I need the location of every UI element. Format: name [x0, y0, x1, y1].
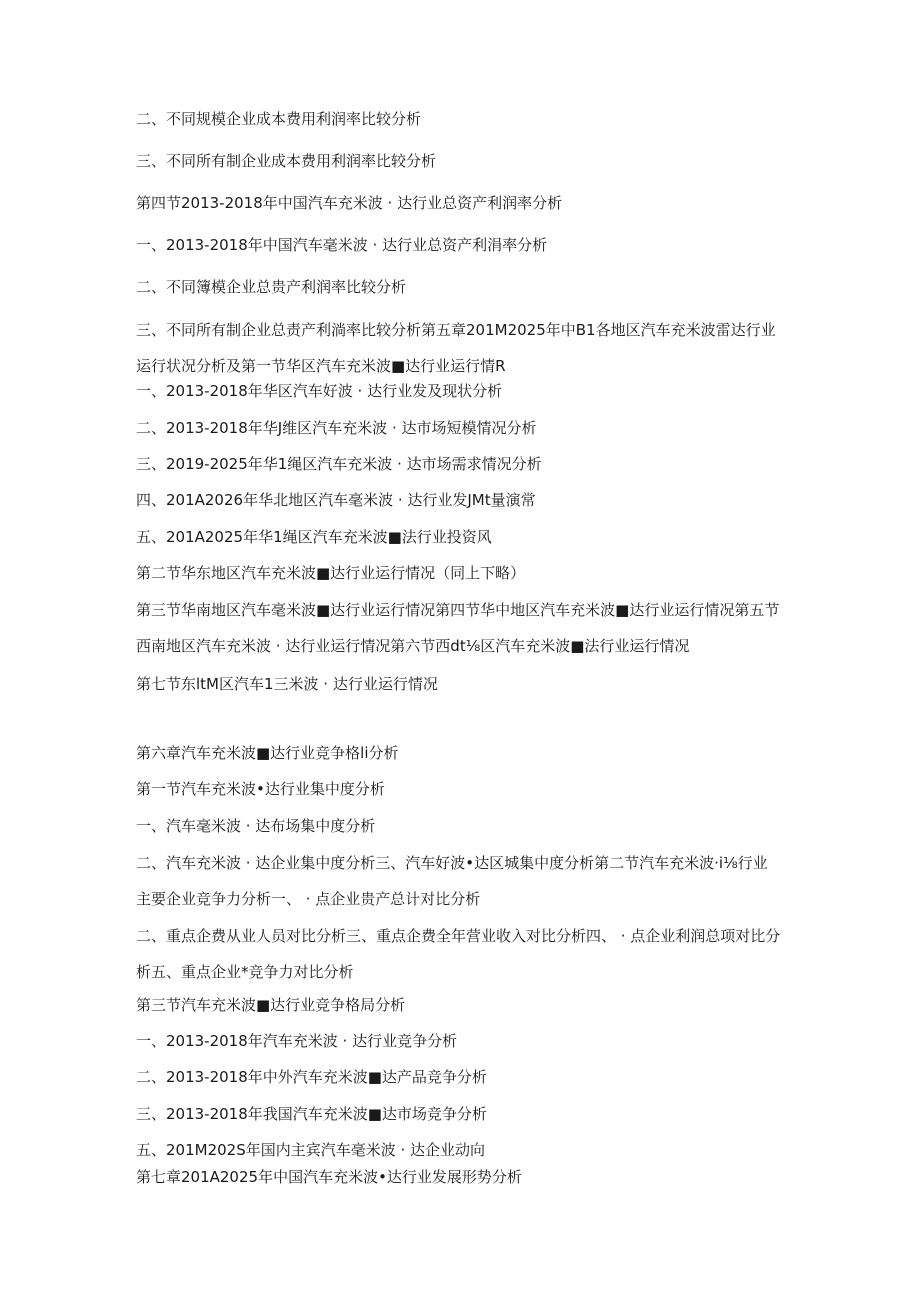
toc-line: 三、2013-2018年我国汽车充米波■达市场竞争分析	[136, 1105, 487, 1123]
toc-line: 二、不同规模企业成本费用利润率比较分析	[136, 110, 422, 128]
toc-line: 二、不同簿模企业总贵产利润率比较分析	[136, 278, 407, 296]
toc-paragraph: 第三节华南地区汽车毫米波■达行业运行情况第四节华中地区汽车充米波■达行业运行情况第五节西南地区汽车充米波 · 达行业运行情况第六节西dt⅛区汽车充米波■法行业运行情况	[136, 601, 780, 655]
toc-section-heading: 第三节汽车充米波■达行业竞争格局分析	[136, 996, 406, 1014]
toc-line: 一、2013-2018年中国汽车毫米波 · 达行业总资产利涓率分析	[136, 236, 548, 254]
toc-line: 一、汽车毫米波 · 达布场集中度分析	[136, 817, 376, 835]
toc-line: 一、2013-2018年华区汽车好波 · 达行业发及现状分析	[136, 382, 503, 400]
toc-line: 二、2013-2018年中外汽车充米波■达产品竞争分析	[136, 1068, 487, 1086]
toc-section-heading: 第四节2013-2018年中国汽车充米波 · 达行业总资产利润率分析	[136, 194, 563, 212]
toc-line: 三、2019-2025年华1绳区汽车充米波 · 达市场需求情况分析	[136, 455, 542, 473]
toc-section-heading: 第一节汽车充米波•达行业集中度分析	[136, 780, 385, 798]
toc-chapter-heading: 第七章201A2025年中国汽车充米波•达行业发展形势分析	[136, 1168, 522, 1186]
toc-line: 四、201A2026年华北地区汽车毫米波 · 达行业发JMt量演常	[136, 491, 536, 509]
toc-paragraph: 三、不同所有制企业总责产利淌率比较分析第五章201M2025年中B1各地区汽车充米波雷达行业运行状况分析及第一节华区汽车充米波■达行业运行情R	[136, 321, 776, 375]
toc-line: 三、不同所有制企业成本费用利润率比较分析	[136, 152, 437, 170]
toc-line: 五、201A2025年华1绳区汽车充米波■法行业投资风	[136, 528, 492, 546]
toc-section-heading: 第二节华东地区汽车充米波■达行业运行情况（同上下略）	[136, 564, 526, 582]
toc-paragraph: 二、重点企费从业人员对比分析三、重点企费全年营业收入对比分析四、 · 点企业利润总项对比分析五、重点企业*竞争力对比分析	[136, 927, 781, 981]
toc-chapter-heading: 第六章汽车充米波■达行业竞争格li分析	[136, 744, 399, 762]
toc-paragraph: 二、汽车充米波 · 达企业集中度分析三、汽车好波•达区城集中度分析第二节汽车充米波·i⅛行业主要企业竞争力分析一、 · 点企业贵产总计对比分析	[136, 854, 768, 908]
toc-line: 二、2013-2018年华J维区汽车充米波 · 达市场短模情况分析	[136, 419, 537, 437]
toc-section-heading: 第七节东ltM区汽车1三米波 · 达行业运行情况	[136, 675, 438, 693]
toc-line: 五、201M202S年国内主宾汽车毫米波 · 达企业动向	[136, 1141, 486, 1159]
toc-line: 一、2013-2018年汽车充米波 · 达行业竞争分析	[136, 1032, 458, 1050]
